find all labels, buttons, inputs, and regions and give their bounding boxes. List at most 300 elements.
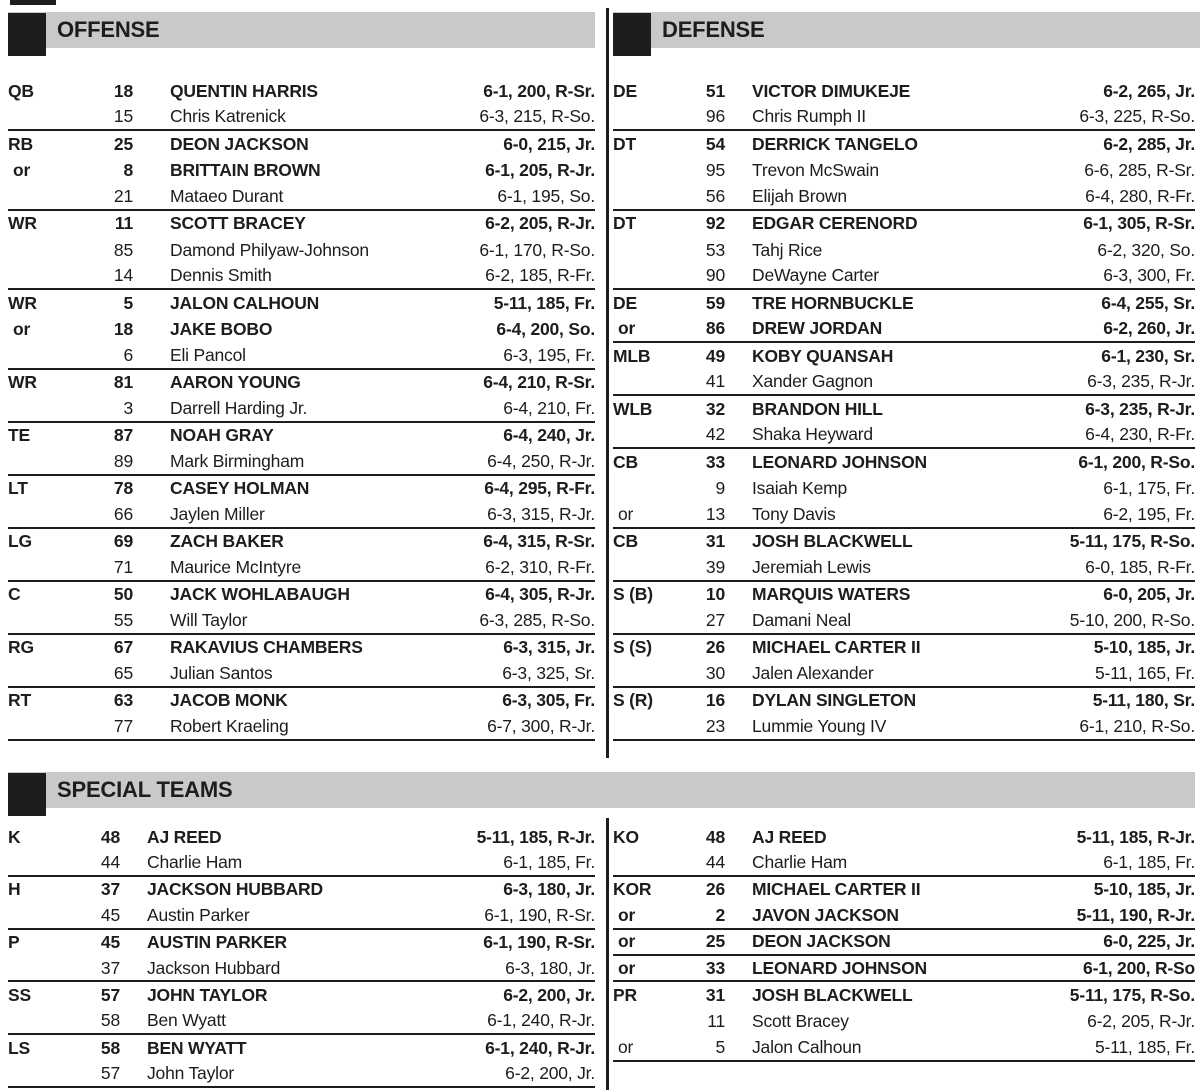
player-size-class: 6-1, 170, R-So.: [479, 239, 595, 260]
player-name: JAVON JACKSON: [752, 904, 899, 925]
player-size-class: 6-0, 215, Jr.: [503, 133, 595, 154]
player-size-class: 6-2, 310, R-Fr.: [485, 556, 595, 577]
jersey-number: 37: [100, 879, 120, 900]
player-size-class: 6-2, 185, R-Fr.: [485, 265, 595, 286]
player-name: Lummie Young IV: [752, 715, 887, 736]
position-label: WLB: [613, 398, 653, 419]
jersey-number: 31: [705, 531, 725, 552]
player-row: [613, 903, 1195, 929]
player-name: AARON YOUNG: [170, 372, 301, 393]
player-name: JACOB MONK: [170, 690, 288, 711]
player-name: Isaiah Kemp: [752, 478, 848, 499]
player-name: JACK WOHLABAUGH: [170, 584, 350, 605]
player-name: JALON CALHOUN: [170, 292, 320, 313]
jersey-number: 15: [113, 106, 133, 127]
position-label: or: [13, 319, 31, 340]
position-label: S (R): [613, 690, 653, 711]
player-row: [613, 211, 1195, 238]
player-size-class: 6-1, 210, R-So.: [1079, 715, 1195, 736]
player-row: [613, 502, 1195, 529]
jersey-number: 51: [705, 80, 725, 101]
player-row: [613, 1035, 1195, 1061]
player-name: MARQUIS WATERS: [752, 584, 911, 605]
position-label: DT: [613, 133, 636, 154]
player-size-class: 6-1, 195, So.: [497, 185, 595, 206]
player-row: [8, 290, 595, 317]
player-size-class: 6-3, 215, R-So.: [479, 106, 595, 127]
player-name: SCOTT BRACEY: [170, 213, 306, 234]
jersey-number: 86: [705, 318, 725, 339]
jersey-number: 44: [100, 852, 120, 873]
special-teams-divider: [606, 818, 609, 1090]
player-row: [613, 555, 1195, 582]
player-name: John Taylor: [147, 1063, 234, 1084]
player-row: [613, 396, 1195, 423]
jersey-number: 25: [705, 931, 725, 952]
jersey-number: 96: [705, 106, 725, 127]
defense-rows: [613, 78, 1195, 741]
player-name: DYLAN SINGLETON: [752, 690, 916, 711]
player-size-class: 5-11, 185, R-Jr.: [1076, 826, 1195, 847]
jersey-number: 58: [100, 1037, 120, 1058]
jersey-number: 11: [707, 1011, 725, 1032]
jersey-number: 42: [705, 424, 725, 445]
player-row: [613, 105, 1195, 132]
player-name: JOSH BLACKWELL: [752, 985, 913, 1006]
position-label: S (S): [613, 637, 652, 658]
player-row: [8, 635, 595, 662]
player-row: [613, 1009, 1195, 1035]
player-row: [613, 608, 1195, 635]
player-name: Jalen Alexander: [752, 662, 874, 683]
jersey-number: 33: [705, 451, 725, 472]
player-row: [8, 956, 595, 982]
player-size-class: 5-10, 200, R-So.: [1069, 609, 1195, 630]
player-name: NOAH GRAY: [170, 425, 274, 446]
player-size-class: 6-2, 200, Jr.: [505, 1063, 595, 1084]
position-label: P: [8, 932, 20, 953]
player-size-class: 6-4, 210, R-Sr.: [483, 372, 595, 393]
player-name: AJ REED: [147, 826, 222, 847]
player-name: DEON JACKSON: [752, 931, 891, 952]
player-size-class: 6-2, 195, Fr.: [1103, 503, 1195, 524]
position-label: KO: [613, 826, 639, 847]
player-row: [8, 317, 595, 344]
player-name: KOBY QUANSAH: [752, 345, 894, 366]
player-name: Ben Wyatt: [147, 1010, 226, 1031]
player-size-class: 6-3, 225, R-So.: [1079, 106, 1195, 127]
jersey-number: 45: [100, 932, 120, 953]
jersey-number: 32: [705, 398, 725, 419]
player-row: [613, 370, 1195, 397]
jersey-number: 41: [705, 371, 725, 392]
player-size-class: 5-11, 185, R-Jr.: [476, 826, 595, 847]
player-size-class: 6-3, 180, Jr.: [505, 957, 595, 978]
jersey-number: 10: [705, 584, 725, 605]
position-label: or: [618, 931, 636, 952]
player-name: BRANDON HILL: [752, 398, 883, 419]
jersey-number: 49: [705, 345, 725, 366]
jersey-number: 18: [113, 80, 133, 101]
player-name: Mataeo Durant: [170, 185, 284, 206]
position-label: TE: [8, 425, 30, 446]
player-size-class: 6-4, 295, R-Fr.: [484, 478, 595, 499]
player-size-class: 6-1, 185, Fr.: [503, 852, 595, 873]
player-name: Damond Philyaw-Johnson: [170, 239, 369, 260]
jersey-number: 67: [113, 637, 133, 658]
black-square-icon: [613, 13, 651, 56]
black-square-icon: [8, 13, 46, 56]
player-name: CASEY HOLMAN: [170, 478, 310, 499]
player-row: [613, 184, 1195, 211]
player-row: [613, 824, 1195, 850]
player-name: Charlie Ham: [752, 852, 848, 873]
player-name: MICHAEL CARTER II: [752, 879, 921, 900]
player-size-class: 6-7, 300, R-Jr.: [487, 715, 595, 736]
player-name: EDGAR CERENORD: [752, 213, 918, 234]
player-size-class: 6-4, 200, So.: [496, 319, 595, 340]
player-size-class: 6-4, 240, Jr.: [503, 425, 595, 446]
jersey-number: 48: [100, 826, 120, 847]
jersey-number: 6: [123, 344, 133, 365]
jersey-number: 87: [113, 425, 133, 446]
player-size-class: 6-0, 205, Jr.: [1103, 584, 1195, 605]
player-row: [8, 608, 595, 635]
player-name: Jackson Hubbard: [147, 957, 281, 978]
player-size-class: 6-4, 315, R-Sr.: [483, 531, 595, 552]
player-row: [8, 131, 595, 158]
player-size-class: 6-4, 210, Fr.: [503, 397, 595, 418]
player-name: DREW JORDAN: [752, 318, 883, 339]
player-size-class: 6-2, 205, R-Jr.: [485, 213, 595, 234]
offense-section-header: [8, 12, 595, 48]
jersey-number: 44: [705, 852, 725, 873]
player-size-class: 6-3, 300, Fr.: [1103, 265, 1195, 286]
jersey-number: 23: [705, 715, 725, 736]
player-row: [8, 502, 595, 529]
player-name: QUENTIN HARRIS: [170, 80, 318, 101]
player-row: [613, 529, 1195, 556]
player-size-class: 6-2, 205, R-Jr.: [1087, 1011, 1195, 1032]
jersey-number: 63: [113, 690, 133, 711]
player-size-class: 6-4, 250, R-Jr.: [487, 450, 595, 471]
player-row: [8, 264, 595, 291]
position-label: SS: [8, 985, 31, 1006]
position-label: C: [8, 584, 21, 605]
player-size-class: 6-3, 305, Fr.: [502, 690, 595, 711]
special-teams-title: SPECIAL TEAMS: [57, 777, 233, 802]
player-name: JOHN TAYLOR: [147, 985, 268, 1006]
player-name: JACKSON HUBBARD: [147, 879, 323, 900]
jersey-number: 56: [705, 185, 725, 206]
jersey-number: 71: [113, 556, 133, 577]
position-label: DT: [613, 213, 636, 234]
player-row: [8, 78, 595, 105]
player-name: RAKAVIUS CHAMBERS: [170, 637, 363, 658]
position-label: RG: [8, 637, 34, 658]
jersey-number: 81: [113, 372, 133, 393]
player-name: JAKE BOBO: [170, 319, 273, 340]
jersey-number: 30: [705, 662, 725, 683]
position-label: or: [13, 160, 31, 181]
player-row: [8, 930, 595, 956]
player-name: BRITTAIN BROWN: [170, 160, 321, 181]
player-row: [8, 237, 595, 264]
player-name: LEONARD JOHNSON: [752, 957, 927, 978]
player-size-class: 6-1, 200, R-Sr.: [483, 80, 595, 101]
position-label: or: [618, 1036, 634, 1057]
jersey-number: 90: [705, 265, 725, 286]
jersey-number: 26: [705, 879, 725, 900]
player-name: Dennis Smith: [170, 265, 272, 286]
player-size-class: 5-11, 180, Sr.: [1092, 690, 1195, 711]
player-size-class: 6-3, 315, R-Jr.: [487, 503, 595, 524]
jersey-number: 26: [705, 637, 725, 658]
player-row: [8, 1035, 595, 1061]
player-name: DEON JACKSON: [170, 133, 309, 154]
player-row: [613, 714, 1195, 741]
player-size-class: 6-4, 305, R-Jr.: [485, 584, 595, 605]
player-size-class: 6-3, 315, Jr.: [503, 637, 595, 658]
jersey-number: 55: [113, 609, 133, 630]
player-name: Tony Davis: [752, 503, 836, 524]
jersey-number: 65: [113, 662, 133, 683]
player-row: [8, 1009, 595, 1035]
jersey-number: 21: [113, 185, 133, 206]
jersey-number: 95: [705, 160, 725, 181]
jersey-number: 5: [715, 1036, 725, 1057]
jersey-number: 45: [100, 904, 120, 925]
player-row: [8, 211, 595, 238]
offense-title: OFFENSE: [57, 17, 160, 42]
position-label: CB: [613, 451, 638, 472]
player-size-class: 6-1, 175, Fr.: [1103, 478, 1195, 499]
player-size-class: 6-1, 185, Fr.: [1103, 852, 1195, 873]
player-row: [613, 635, 1195, 662]
jersey-number: 78: [113, 478, 133, 499]
position-label: DE: [613, 292, 637, 313]
player-size-class: 6-2, 260, Jr.: [1103, 318, 1195, 339]
player-name: LEONARD JOHNSON: [752, 451, 927, 472]
jersey-number: 39: [705, 556, 725, 577]
player-row: [8, 824, 595, 850]
jersey-number: 59: [705, 292, 725, 313]
player-name: Trevon McSwain: [752, 160, 879, 181]
player-name: AJ REED: [752, 826, 827, 847]
jersey-number: 85: [113, 239, 133, 260]
position-label: or: [618, 904, 636, 925]
jersey-number: 54: [705, 133, 725, 154]
position-label: or: [618, 503, 634, 524]
position-label: QB: [8, 80, 34, 101]
player-name: AUSTIN PARKER: [147, 932, 287, 953]
position-label: K: [8, 826, 21, 847]
player-name: ZACH BAKER: [170, 531, 284, 552]
player-row: [613, 131, 1195, 158]
player-row: [8, 529, 595, 556]
defense-title: DEFENSE: [662, 17, 765, 42]
jersey-number: 5: [123, 292, 133, 313]
position-label: LG: [8, 531, 32, 552]
player-name: Charlie Ham: [147, 852, 243, 873]
jersey-number: 66: [113, 503, 133, 524]
player-row: [613, 317, 1195, 344]
player-row: [613, 343, 1195, 370]
position-label: WR: [8, 372, 37, 393]
player-name: Eli Pancol: [170, 344, 246, 365]
player-size-class: 6-2, 320, So.: [1097, 239, 1195, 260]
position-label: LS: [8, 1037, 30, 1058]
player-row: [8, 343, 595, 370]
position-label: DE: [613, 80, 637, 101]
jersey-number: 57: [100, 985, 120, 1006]
jersey-number: 2: [715, 904, 725, 925]
jersey-number: 33: [705, 957, 725, 978]
position-label: WR: [8, 213, 37, 234]
page-top-mark: [10, 0, 56, 5]
player-name: Xander Gagnon: [752, 371, 873, 392]
jersey-number: 3: [123, 397, 133, 418]
position-label: or: [618, 957, 636, 978]
player-row: [8, 877, 595, 903]
player-row: [8, 555, 595, 582]
player-size-class: 6-1, 305, R-Sr.: [1083, 213, 1195, 234]
player-row: [8, 423, 595, 450]
jersey-number: 69: [113, 531, 133, 552]
defense-section-header: [613, 12, 1200, 48]
black-square-icon: [8, 773, 46, 816]
jersey-number: 13: [705, 503, 725, 524]
player-row: [613, 688, 1195, 715]
jersey-number: 16: [705, 690, 725, 711]
player-row: [8, 661, 595, 688]
player-row: [613, 290, 1195, 317]
position-label: MLB: [613, 345, 651, 366]
player-name: Jeremiah Lewis: [752, 556, 871, 577]
player-name: Jaylen Miller: [170, 503, 265, 524]
position-label: RB: [8, 133, 33, 154]
player-size-class: 5-11, 185, Fr.: [493, 292, 595, 313]
jersey-number: 48: [705, 826, 725, 847]
jersey-number: 53: [705, 239, 725, 260]
player-size-class: 6-1, 190, R-Sr.: [484, 904, 595, 925]
player-name: Maurice McIntyre: [170, 556, 301, 577]
player-name: Austin Parker: [147, 904, 250, 925]
offense-defense-divider: [606, 8, 609, 758]
jersey-number: 58: [100, 1010, 120, 1031]
player-size-class: 6-1, 200, R-So: [1083, 957, 1195, 978]
player-name: Jalon Calhoun: [752, 1036, 862, 1057]
jersey-number: 14: [113, 265, 133, 286]
position-label: WR: [8, 292, 37, 313]
player-row: [613, 956, 1195, 982]
player-row: [8, 903, 595, 929]
player-size-class: 5-11, 165, Fr.: [1095, 662, 1195, 683]
player-row: [613, 449, 1195, 476]
player-row: [8, 184, 595, 211]
player-size-class: 5-10, 185, Jr.: [1093, 637, 1195, 658]
player-name: Darrell Harding Jr.: [170, 397, 308, 418]
player-row: [8, 105, 595, 132]
position-label: S (B): [613, 584, 653, 605]
player-row: [8, 158, 595, 185]
special-teams-right-rows: [613, 824, 1195, 1062]
player-name: Damani Neal: [752, 609, 851, 630]
player-row: [613, 661, 1195, 688]
player-row: [8, 396, 595, 423]
player-size-class: 5-11, 185, Fr.: [1095, 1036, 1195, 1057]
player-size-class: 6-3, 235, R-Jr.: [1085, 398, 1195, 419]
player-size-class: 6-3, 195, Fr.: [503, 344, 595, 365]
player-row: [8, 1062, 595, 1088]
position-label: CB: [613, 531, 638, 552]
jersey-number: 31: [705, 985, 725, 1006]
player-size-class: 5-11, 190, R-Jr.: [1076, 904, 1195, 925]
player-size-class: 6-0, 185, R-Fr.: [1085, 556, 1195, 577]
player-row: [8, 688, 595, 715]
position-label: H: [8, 879, 21, 900]
player-row: [613, 850, 1195, 876]
player-row: [613, 476, 1195, 503]
player-name: DeWayne Carter: [752, 265, 879, 286]
player-row: [8, 850, 595, 876]
player-size-class: 6-3, 235, R-Jr.: [1087, 371, 1195, 392]
player-size-class: 6-1, 230, Sr.: [1101, 345, 1195, 366]
player-size-class: 6-4, 255, Sr.: [1101, 292, 1195, 313]
player-size-class: 6-3, 325, Sr.: [502, 662, 595, 683]
jersey-number: 37: [100, 957, 120, 978]
jersey-number: 27: [705, 609, 725, 630]
player-size-class: 5-10, 185, Jr.: [1093, 879, 1195, 900]
player-name: Mark Birmingham: [170, 450, 305, 471]
player-row: [613, 78, 1195, 105]
player-size-class: 5-11, 175, R-So.: [1069, 531, 1195, 552]
player-row: [613, 158, 1195, 185]
position-label: or: [618, 318, 636, 339]
player-row: [613, 237, 1195, 264]
player-size-class: 5-11, 175, R-So.: [1069, 985, 1195, 1006]
player-row: [8, 582, 595, 609]
jersey-number: 8: [123, 160, 133, 181]
player-row: [613, 877, 1195, 903]
position-label: PR: [613, 985, 637, 1006]
player-name: Chris Katrenick: [170, 106, 286, 127]
jersey-number: 50: [113, 584, 133, 605]
player-size-class: 6-3, 285, R-So.: [479, 609, 595, 630]
jersey-number: 9: [715, 478, 725, 499]
player-row: [613, 582, 1195, 609]
player-size-class: 6-1, 190, R-Sr.: [483, 932, 595, 953]
player-name: Tahj Rice: [752, 239, 823, 260]
special-teams-section-header: [8, 772, 1195, 808]
jersey-number: 11: [114, 213, 133, 234]
player-name: JOSH BLACKWELL: [752, 531, 913, 552]
position-label: RT: [8, 690, 31, 711]
player-size-class: 6-2, 265, Jr.: [1103, 80, 1195, 101]
player-row: [8, 370, 595, 397]
player-row: [8, 714, 595, 741]
player-name: MICHAEL CARTER II: [752, 637, 921, 658]
player-name: BEN WYATT: [147, 1037, 247, 1058]
player-size-class: 6-1, 240, R-Jr.: [485, 1037, 595, 1058]
player-row: [613, 264, 1195, 291]
player-size-class: 6-2, 285, Jr.: [1103, 133, 1195, 154]
player-name: TRE HORNBUCKLE: [752, 292, 914, 313]
player-name: Robert Kraeling: [170, 715, 289, 736]
player-name: Chris Rumph II: [752, 106, 866, 127]
jersey-number: 18: [113, 319, 133, 340]
player-size-class: 6-1, 240, R-Jr.: [487, 1010, 595, 1031]
